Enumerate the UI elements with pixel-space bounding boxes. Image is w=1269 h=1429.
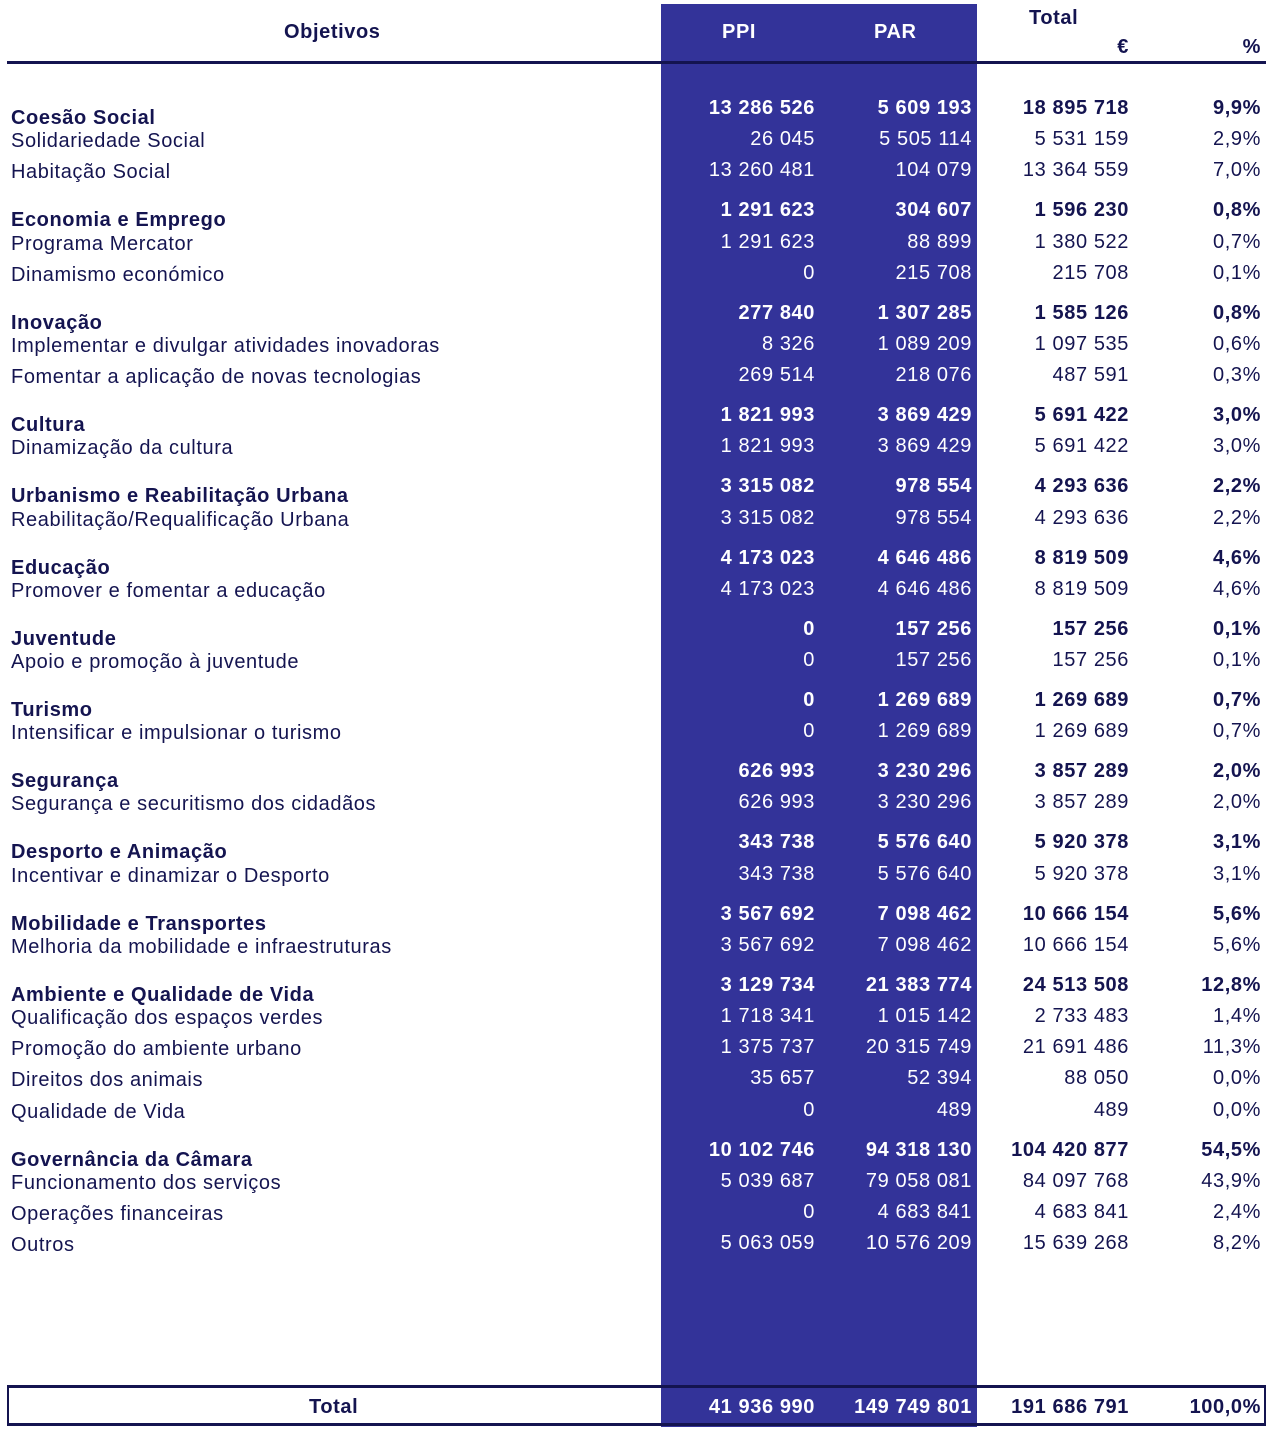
header-bottom-rule bbox=[7, 61, 1266, 64]
item-label: Implementar e divulgar atividades inovadoras bbox=[11, 335, 440, 357]
category-percent: 54,5% bbox=[1201, 1139, 1261, 1161]
category-total-euro: 4 293 636 bbox=[1034, 475, 1129, 497]
item-par: 1 089 209 bbox=[877, 333, 972, 355]
item-total-euro: 1 380 522 bbox=[1034, 231, 1129, 253]
item-label: Incentivar e dinamizar o Desporto bbox=[11, 865, 330, 887]
item-par: 7 098 462 bbox=[877, 934, 972, 956]
item-total-euro: 4 683 841 bbox=[1034, 1201, 1129, 1223]
category-par: 1 307 285 bbox=[877, 302, 972, 324]
item-total-euro: 215 708 bbox=[1052, 262, 1129, 284]
item-percent: 0,0% bbox=[1213, 1067, 1261, 1089]
item-ppi: 13 260 481 bbox=[708, 159, 815, 181]
category-total-euro: 18 895 718 bbox=[1022, 97, 1129, 119]
total-top-rule bbox=[7, 1385, 1266, 1388]
header-percent: % bbox=[1242, 36, 1261, 58]
item-percent: 3,0% bbox=[1213, 435, 1261, 457]
item-percent: 43,9% bbox=[1201, 1170, 1261, 1192]
category-ppi: 13 286 526 bbox=[708, 97, 815, 119]
category-par: 3 230 296 bbox=[877, 760, 972, 782]
category-ppi: 3 567 692 bbox=[720, 903, 815, 925]
category-par: 7 098 462 bbox=[877, 903, 972, 925]
item-percent: 2,0% bbox=[1213, 791, 1261, 813]
item-ppi: 1 291 623 bbox=[720, 231, 815, 253]
item-total-euro: 1 097 535 bbox=[1034, 333, 1129, 355]
item-ppi: 0 bbox=[803, 1099, 815, 1121]
total-ppi: 41 936 990 bbox=[708, 1396, 815, 1418]
category-par: 157 256 bbox=[895, 618, 972, 640]
category-total-euro: 8 819 509 bbox=[1034, 547, 1129, 569]
item-total-euro: 5 531 159 bbox=[1034, 128, 1129, 150]
category-total-euro: 5 691 422 bbox=[1034, 404, 1129, 426]
item-ppi: 5 063 059 bbox=[720, 1232, 815, 1254]
category-label: Economia e Emprego bbox=[11, 209, 227, 231]
item-par: 88 899 bbox=[907, 231, 972, 253]
item-par: 1 015 142 bbox=[877, 1005, 972, 1027]
category-ppi: 343 738 bbox=[738, 831, 815, 853]
item-label: Melhoria da mobilidade e infraestruturas bbox=[11, 936, 392, 958]
item-total-euro: 10 666 154 bbox=[1022, 934, 1129, 956]
item-par: 4 646 486 bbox=[877, 578, 972, 600]
header-total: Total bbox=[1029, 7, 1079, 29]
item-percent: 2,9% bbox=[1213, 128, 1261, 150]
item-label: Intensificar e impulsionar o turismo bbox=[11, 722, 342, 744]
header-ppi: PPI bbox=[722, 21, 757, 43]
item-label: Programa Mercator bbox=[11, 233, 194, 255]
item-ppi: 3 567 692 bbox=[720, 934, 815, 956]
item-total-euro: 21 691 486 bbox=[1022, 1036, 1129, 1058]
category-label: Inovação bbox=[11, 312, 103, 334]
item-percent: 8,2% bbox=[1213, 1232, 1261, 1254]
category-par: 1 269 689 bbox=[877, 689, 972, 711]
item-par: 215 708 bbox=[895, 262, 972, 284]
item-ppi: 269 514 bbox=[738, 364, 815, 386]
item-percent: 4,6% bbox=[1213, 578, 1261, 600]
category-par: 21 383 774 bbox=[865, 974, 972, 996]
item-label: Operações financeiras bbox=[11, 1203, 224, 1225]
item-total-euro: 3 857 289 bbox=[1034, 791, 1129, 813]
category-total-euro: 5 920 378 bbox=[1034, 831, 1129, 853]
category-par: 978 554 bbox=[895, 475, 972, 497]
category-par: 4 646 486 bbox=[877, 547, 972, 569]
item-label: Outros bbox=[11, 1234, 75, 1256]
category-total-euro: 24 513 508 bbox=[1022, 974, 1129, 996]
category-ppi: 3 315 082 bbox=[720, 475, 815, 497]
category-percent: 5,6% bbox=[1213, 903, 1261, 925]
item-label: Promover e fomentar a educação bbox=[11, 580, 326, 602]
category-total-euro: 10 666 154 bbox=[1022, 903, 1129, 925]
category-total-euro: 3 857 289 bbox=[1034, 760, 1129, 782]
item-par: 4 683 841 bbox=[877, 1201, 972, 1223]
item-label: Solidariedade Social bbox=[11, 130, 206, 152]
category-label: Coesão Social bbox=[11, 107, 156, 129]
item-label: Qualificação dos espaços verdes bbox=[11, 1007, 324, 1029]
item-ppi: 0 bbox=[803, 649, 815, 671]
category-par: 94 318 130 bbox=[865, 1139, 972, 1161]
item-ppi: 0 bbox=[803, 262, 815, 284]
item-percent: 3,1% bbox=[1213, 863, 1261, 885]
category-ppi: 626 993 bbox=[738, 760, 815, 782]
item-label: Promoção do ambiente urbano bbox=[11, 1038, 302, 1060]
category-percent: 4,6% bbox=[1213, 547, 1261, 569]
category-percent: 2,2% bbox=[1213, 475, 1261, 497]
item-par: 157 256 bbox=[895, 649, 972, 671]
item-total-euro: 487 591 bbox=[1052, 364, 1129, 386]
item-total-euro: 2 733 483 bbox=[1034, 1005, 1129, 1027]
item-percent: 0,1% bbox=[1213, 649, 1261, 671]
item-par: 3 230 296 bbox=[877, 791, 972, 813]
category-par: 5 609 193 bbox=[877, 97, 972, 119]
item-label: Funcionamento dos serviços bbox=[11, 1172, 282, 1194]
item-percent: 5,6% bbox=[1213, 934, 1261, 956]
category-label: Segurança bbox=[11, 770, 119, 792]
item-par: 3 869 429 bbox=[877, 435, 972, 457]
category-percent: 3,1% bbox=[1213, 831, 1261, 853]
category-total-euro: 157 256 bbox=[1052, 618, 1129, 640]
item-par: 52 394 bbox=[907, 1067, 972, 1089]
item-ppi: 35 657 bbox=[750, 1067, 815, 1089]
category-label: Mobilidade e Transportes bbox=[11, 913, 267, 935]
header-objetivos: Objetivos bbox=[284, 21, 381, 43]
item-total-euro: 489 bbox=[1093, 1099, 1129, 1121]
item-percent: 0,0% bbox=[1213, 1099, 1261, 1121]
item-ppi: 5 039 687 bbox=[720, 1170, 815, 1192]
item-percent: 11,3% bbox=[1202, 1036, 1261, 1058]
item-percent: 0,7% bbox=[1213, 231, 1261, 253]
item-ppi: 0 bbox=[803, 720, 815, 742]
header-par: PAR bbox=[874, 21, 917, 43]
item-par: 218 076 bbox=[895, 364, 972, 386]
item-par: 5 576 640 bbox=[877, 863, 972, 885]
category-ppi: 0 bbox=[803, 689, 815, 711]
item-par: 20 315 749 bbox=[865, 1036, 972, 1058]
category-ppi: 10 102 746 bbox=[708, 1139, 815, 1161]
category-percent: 2,0% bbox=[1213, 760, 1261, 782]
item-ppi: 1 375 737 bbox=[720, 1036, 815, 1058]
category-percent: 0,7% bbox=[1213, 689, 1261, 711]
item-ppi: 8 326 bbox=[761, 333, 815, 355]
item-par: 489 bbox=[936, 1099, 972, 1121]
item-ppi: 0 bbox=[803, 1201, 815, 1223]
item-par: 10 576 209 bbox=[865, 1232, 972, 1254]
category-par: 5 576 640 bbox=[877, 831, 972, 853]
item-label: Reabilitação/Requalificação Urbana bbox=[11, 509, 350, 531]
category-percent: 9,9% bbox=[1213, 97, 1261, 119]
item-percent: 2,4% bbox=[1213, 1201, 1261, 1223]
category-ppi: 277 840 bbox=[738, 302, 815, 324]
total-right-border bbox=[1264, 1387, 1266, 1425]
category-total-euro: 104 420 877 bbox=[1011, 1139, 1129, 1161]
item-par: 978 554 bbox=[895, 507, 972, 529]
item-ppi: 343 738 bbox=[738, 863, 815, 885]
category-percent: 0,8% bbox=[1213, 302, 1261, 324]
category-label: Turismo bbox=[11, 699, 93, 721]
item-percent: 0,6% bbox=[1213, 333, 1261, 355]
item-ppi: 26 045 bbox=[750, 128, 815, 150]
category-par: 3 869 429 bbox=[877, 404, 972, 426]
item-total-euro: 84 097 768 bbox=[1022, 1170, 1129, 1192]
item-par: 1 269 689 bbox=[877, 720, 972, 742]
category-percent: 12,8% bbox=[1201, 974, 1261, 996]
item-label: Segurança e securitismo dos cidadãos bbox=[11, 793, 377, 815]
item-ppi: 1 718 341 bbox=[720, 1005, 815, 1027]
category-ppi: 1 821 993 bbox=[720, 404, 815, 426]
item-label: Dinamização da cultura bbox=[11, 437, 234, 459]
category-percent: 0,8% bbox=[1213, 199, 1261, 221]
category-label: Juventude bbox=[11, 628, 117, 650]
item-total-euro: 88 050 bbox=[1064, 1067, 1129, 1089]
item-ppi: 4 173 023 bbox=[720, 578, 815, 600]
item-percent: 1,4% bbox=[1213, 1005, 1261, 1027]
item-percent: 0,7% bbox=[1213, 720, 1261, 742]
item-percent: 2,2% bbox=[1213, 507, 1261, 529]
item-par: 5 505 114 bbox=[879, 128, 972, 150]
category-label: Governância da Câmara bbox=[11, 1149, 253, 1171]
category-total-euro: 1 585 126 bbox=[1034, 302, 1129, 324]
category-ppi: 0 bbox=[803, 618, 815, 640]
item-ppi: 3 315 082 bbox=[720, 507, 815, 529]
item-total-euro: 13 364 559 bbox=[1022, 159, 1129, 181]
item-ppi: 1 821 993 bbox=[720, 435, 815, 457]
category-total-euro: 1 596 230 bbox=[1034, 199, 1129, 221]
category-label: Cultura bbox=[11, 414, 86, 436]
category-label: Educação bbox=[11, 557, 111, 579]
item-label: Qualidade de Vida bbox=[11, 1101, 186, 1123]
total-bottom-rule bbox=[7, 1423, 1266, 1426]
item-label: Fomentar a aplicação de novas tecnologias bbox=[11, 366, 422, 388]
category-label: Urbanismo e Reabilitação Urbana bbox=[11, 485, 349, 507]
item-percent: 0,1% bbox=[1213, 262, 1261, 284]
item-par: 79 058 081 bbox=[865, 1170, 972, 1192]
item-label: Habitação Social bbox=[11, 161, 171, 183]
item-total-euro: 15 639 268 bbox=[1022, 1232, 1129, 1254]
item-label: Dinamismo económico bbox=[11, 264, 225, 286]
header-euro: € bbox=[1117, 36, 1129, 58]
category-ppi: 4 173 023 bbox=[720, 547, 815, 569]
total-euro: 191 686 791 bbox=[1011, 1396, 1129, 1418]
item-total-euro: 5 920 378 bbox=[1034, 863, 1129, 885]
category-label: Ambiente e Qualidade de Vida bbox=[11, 984, 315, 1006]
total-label: Total bbox=[309, 1396, 359, 1418]
item-label: Apoio e promoção à juventude bbox=[11, 651, 300, 673]
item-par: 104 079 bbox=[895, 159, 972, 181]
total-left-border bbox=[7, 1387, 9, 1425]
item-total-euro: 157 256 bbox=[1052, 649, 1129, 671]
item-total-euro: 5 691 422 bbox=[1034, 435, 1129, 457]
item-percent: 7,0% bbox=[1213, 159, 1261, 181]
category-percent: 0,1% bbox=[1213, 618, 1261, 640]
item-ppi: 626 993 bbox=[738, 791, 815, 813]
category-ppi: 1 291 623 bbox=[720, 199, 815, 221]
total-percent: 100,0% bbox=[1189, 1396, 1261, 1418]
category-percent: 3,0% bbox=[1213, 404, 1261, 426]
total-par: 149 749 801 bbox=[854, 1396, 972, 1418]
category-total-euro: 1 269 689 bbox=[1034, 689, 1129, 711]
category-label: Desporto e Animação bbox=[11, 841, 228, 863]
item-total-euro: 8 819 509 bbox=[1034, 578, 1129, 600]
category-par: 304 607 bbox=[895, 199, 972, 221]
category-ppi: 3 129 734 bbox=[720, 974, 815, 996]
item-label: Direitos dos animais bbox=[11, 1069, 204, 1091]
item-percent: 0,3% bbox=[1213, 364, 1261, 386]
item-total-euro: 4 293 636 bbox=[1034, 507, 1129, 529]
item-total-euro: 1 269 689 bbox=[1034, 720, 1129, 742]
